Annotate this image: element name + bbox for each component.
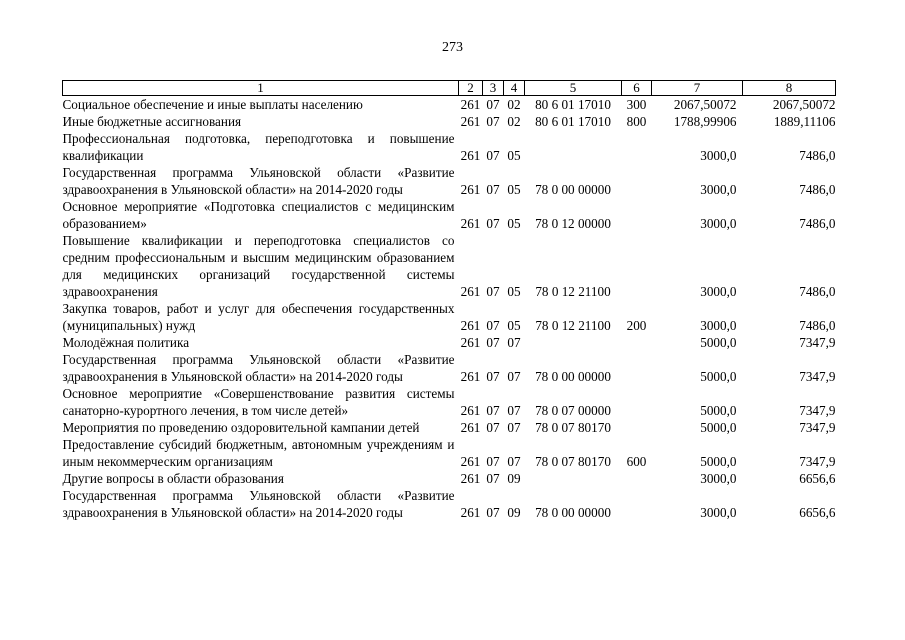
cell-section-code: 07 xyxy=(486,335,500,350)
cell-subsection-code: 05 xyxy=(507,216,521,231)
cell-subsection-code: 07 xyxy=(507,420,521,435)
cell-amount-col8: 7347,9 xyxy=(799,369,836,384)
cell-target-article: 78 0 12 00000 xyxy=(535,216,611,231)
column-header-3: 3 xyxy=(483,81,504,96)
column-header-1: 1 xyxy=(63,81,459,96)
table-row xyxy=(63,164,836,198)
cell-expense-type: 800 xyxy=(626,114,647,129)
cell-section-code: 07 xyxy=(486,403,500,418)
row-description: Молодёжная политика xyxy=(62,335,190,350)
row-description: Основное мероприятие «Подготовка специалистов с медицинским образованием» xyxy=(62,199,455,231)
cell-amount-col7: 3000,0 xyxy=(700,318,737,333)
cell-ministry-code: 261 xyxy=(460,318,481,333)
row-description: Основное мероприятие «Совершенствование развития системы санаторно-курортного лечения, в том числе детей» xyxy=(62,386,455,418)
header-row xyxy=(63,81,836,96)
cell-expense-type xyxy=(622,419,652,436)
table-row xyxy=(63,232,836,300)
cell-amount-col7: 5000,0 xyxy=(700,420,737,435)
cell-expense-type xyxy=(622,334,652,351)
cell-target-article: 78 0 12 21100 xyxy=(535,318,611,333)
cell-target-article: 78 0 00 00000 xyxy=(535,182,611,197)
cell-amount-col8: 7347,9 xyxy=(799,420,836,435)
cell-expense-type xyxy=(622,487,652,521)
cell-expense-type: 300 xyxy=(626,97,647,112)
cell-amount-col8: 7486,0 xyxy=(799,284,836,299)
cell-ministry-code: 261 xyxy=(460,420,481,435)
table-row xyxy=(63,96,836,114)
table-body xyxy=(63,96,836,522)
cell-amount-col8: 7347,9 xyxy=(799,335,836,350)
page-number: 273 xyxy=(442,40,463,55)
cell-target-article: 80 6 01 17010 xyxy=(535,97,611,112)
cell-amount-col7: 5000,0 xyxy=(700,335,737,350)
cell-target-article xyxy=(525,470,622,487)
cell-expense-type xyxy=(622,470,652,487)
cell-expense-type xyxy=(622,351,652,385)
column-header-7: 7 xyxy=(652,81,743,96)
cell-subsection-code: 07 xyxy=(507,403,521,418)
cell-ministry-code: 261 xyxy=(460,471,481,486)
column-header-5: 5 xyxy=(525,81,622,96)
row-description: Мероприятия по проведению оздоровительной кампании детей xyxy=(62,420,420,435)
cell-section-code: 07 xyxy=(486,471,500,486)
cell-section-code: 07 xyxy=(486,454,500,469)
cell-amount-col7: 5000,0 xyxy=(700,403,737,418)
cell-target-article: 78 0 12 21100 xyxy=(535,284,611,299)
cell-amount-col7: 5000,0 xyxy=(700,454,737,469)
cell-amount-col7: 3000,0 xyxy=(700,471,737,486)
cell-amount-col8: 7486,0 xyxy=(799,318,836,333)
row-description: Закупка товаров, работ и услуг для обеспечения государственных (муниципальных) нужд xyxy=(62,301,455,333)
table-row xyxy=(63,300,836,334)
cell-amount-col8: 6656,6 xyxy=(799,471,836,486)
cell-subsection-code: 05 xyxy=(507,148,521,163)
cell-amount-col7: 1788,99906 xyxy=(673,114,737,129)
cell-amount-col8: 7486,0 xyxy=(799,148,836,163)
table-row xyxy=(63,130,836,164)
row-description: Повышение квалификации и переподготовка специалистов со средним профессиональным и высшим медицинским образованием для медицинских организаций государственной системы здравоохранения xyxy=(62,233,455,299)
cell-target-article: 80 6 01 17010 xyxy=(535,114,611,129)
cell-amount-col7: 3000,0 xyxy=(700,148,737,163)
cell-section-code: 07 xyxy=(486,97,500,112)
row-description: Государственная программа Ульяновской области «Развитие здравоохранения в Ульяновской области» на 2014-2020 годы xyxy=(62,165,455,197)
cell-expense-type: 200 xyxy=(626,318,647,333)
table-row xyxy=(63,470,836,487)
cell-target-article: 78 0 07 00000 xyxy=(535,403,611,418)
cell-amount-col7: 3000,0 xyxy=(700,216,737,231)
table-row xyxy=(63,198,836,232)
row-description: Профессиональная подготовка, переподготовка и повышение квалификации xyxy=(62,131,455,163)
budget-table xyxy=(62,80,836,521)
cell-subsection-code: 07 xyxy=(507,335,521,350)
cell-expense-type xyxy=(622,130,652,164)
cell-section-code: 07 xyxy=(486,284,500,299)
row-description: Государственная программа Ульяновской области «Развитие здравоохранения в Ульяновской области» на 2014-2020 годы xyxy=(62,352,455,384)
cell-expense-type: 600 xyxy=(626,454,647,469)
cell-section-code: 07 xyxy=(486,420,500,435)
cell-expense-type xyxy=(622,164,652,198)
cell-ministry-code: 261 xyxy=(460,284,481,299)
cell-amount-col7: 3000,0 xyxy=(700,182,737,197)
cell-expense-type xyxy=(622,198,652,232)
cell-amount-col7: 3000,0 xyxy=(700,505,737,520)
cell-subsection-code: 02 xyxy=(507,114,521,129)
cell-target-article xyxy=(525,334,622,351)
cell-expense-type xyxy=(622,385,652,419)
cell-target-article: 78 0 00 00000 xyxy=(535,369,611,384)
cell-subsection-code: 09 xyxy=(507,505,521,520)
cell-amount-col8: 2067,50072 xyxy=(772,97,836,112)
cell-amount-col7: 3000,0 xyxy=(700,284,737,299)
cell-section-code: 07 xyxy=(486,114,500,129)
column-header-8: 8 xyxy=(743,81,836,96)
cell-ministry-code: 261 xyxy=(460,114,481,129)
cell-amount-col8: 7347,9 xyxy=(799,454,836,469)
cell-ministry-code: 261 xyxy=(460,403,481,418)
column-header-2: 2 xyxy=(459,81,483,96)
cell-ministry-code: 261 xyxy=(460,97,481,112)
column-header-6: 6 xyxy=(622,81,652,96)
cell-ministry-code: 261 xyxy=(460,216,481,231)
column-header-4: 4 xyxy=(504,81,525,96)
table-row xyxy=(63,419,836,436)
cell-ministry-code: 261 xyxy=(460,148,481,163)
cell-section-code: 07 xyxy=(486,182,500,197)
table-row xyxy=(63,113,836,130)
cell-target-article xyxy=(525,130,622,164)
cell-ministry-code: 261 xyxy=(460,454,481,469)
cell-amount-col8: 7486,0 xyxy=(799,182,836,197)
cell-subsection-code: 02 xyxy=(507,97,521,112)
cell-section-code: 07 xyxy=(486,216,500,231)
cell-amount-col8: 7347,9 xyxy=(799,403,836,418)
table-row xyxy=(63,487,836,521)
cell-amount-col8: 6656,6 xyxy=(799,505,836,520)
cell-subsection-code: 07 xyxy=(507,454,521,469)
row-description: Государственная программа Ульяновской области «Развитие здравоохранения в Ульяновской области» на 2014-2020 годы xyxy=(62,488,455,520)
cell-subsection-code: 05 xyxy=(507,182,521,197)
cell-section-code: 07 xyxy=(486,369,500,384)
table-row xyxy=(63,334,836,351)
cell-target-article: 78 0 07 80170 xyxy=(535,420,611,435)
table-row xyxy=(63,385,836,419)
cell-target-article: 78 0 00 00000 xyxy=(535,505,611,520)
row-description: Предоставление субсидий бюджетным, автономным учреждениям и иным некоммерческим организациям xyxy=(62,437,455,469)
cell-ministry-code: 261 xyxy=(460,335,481,350)
cell-expense-type xyxy=(622,232,652,300)
cell-subsection-code: 05 xyxy=(507,318,521,333)
cell-ministry-code: 261 xyxy=(460,182,481,197)
cell-amount-col7: 5000,0 xyxy=(700,369,737,384)
cell-subsection-code: 05 xyxy=(507,284,521,299)
cell-section-code: 07 xyxy=(486,148,500,163)
table-row xyxy=(63,351,836,385)
cell-amount-col7: 2067,50072 xyxy=(673,97,737,112)
row-description: Социальное обеспечение и иные выплаты населению xyxy=(62,97,363,112)
cell-target-article: 78 0 07 80170 xyxy=(535,454,611,469)
row-description: Другие вопросы в области образования xyxy=(62,471,284,486)
cell-amount-col8: 1889,11106 xyxy=(773,114,836,129)
cell-ministry-code: 261 xyxy=(460,505,481,520)
row-description: Иные бюджетные ассигнования xyxy=(62,114,242,129)
cell-section-code: 07 xyxy=(486,318,500,333)
cell-section-code: 07 xyxy=(486,505,500,520)
cell-amount-col8: 7486,0 xyxy=(799,216,836,231)
cell-subsection-code: 07 xyxy=(507,369,521,384)
table-row xyxy=(63,436,836,470)
cell-ministry-code: 261 xyxy=(460,369,481,384)
cell-subsection-code: 09 xyxy=(507,471,521,486)
